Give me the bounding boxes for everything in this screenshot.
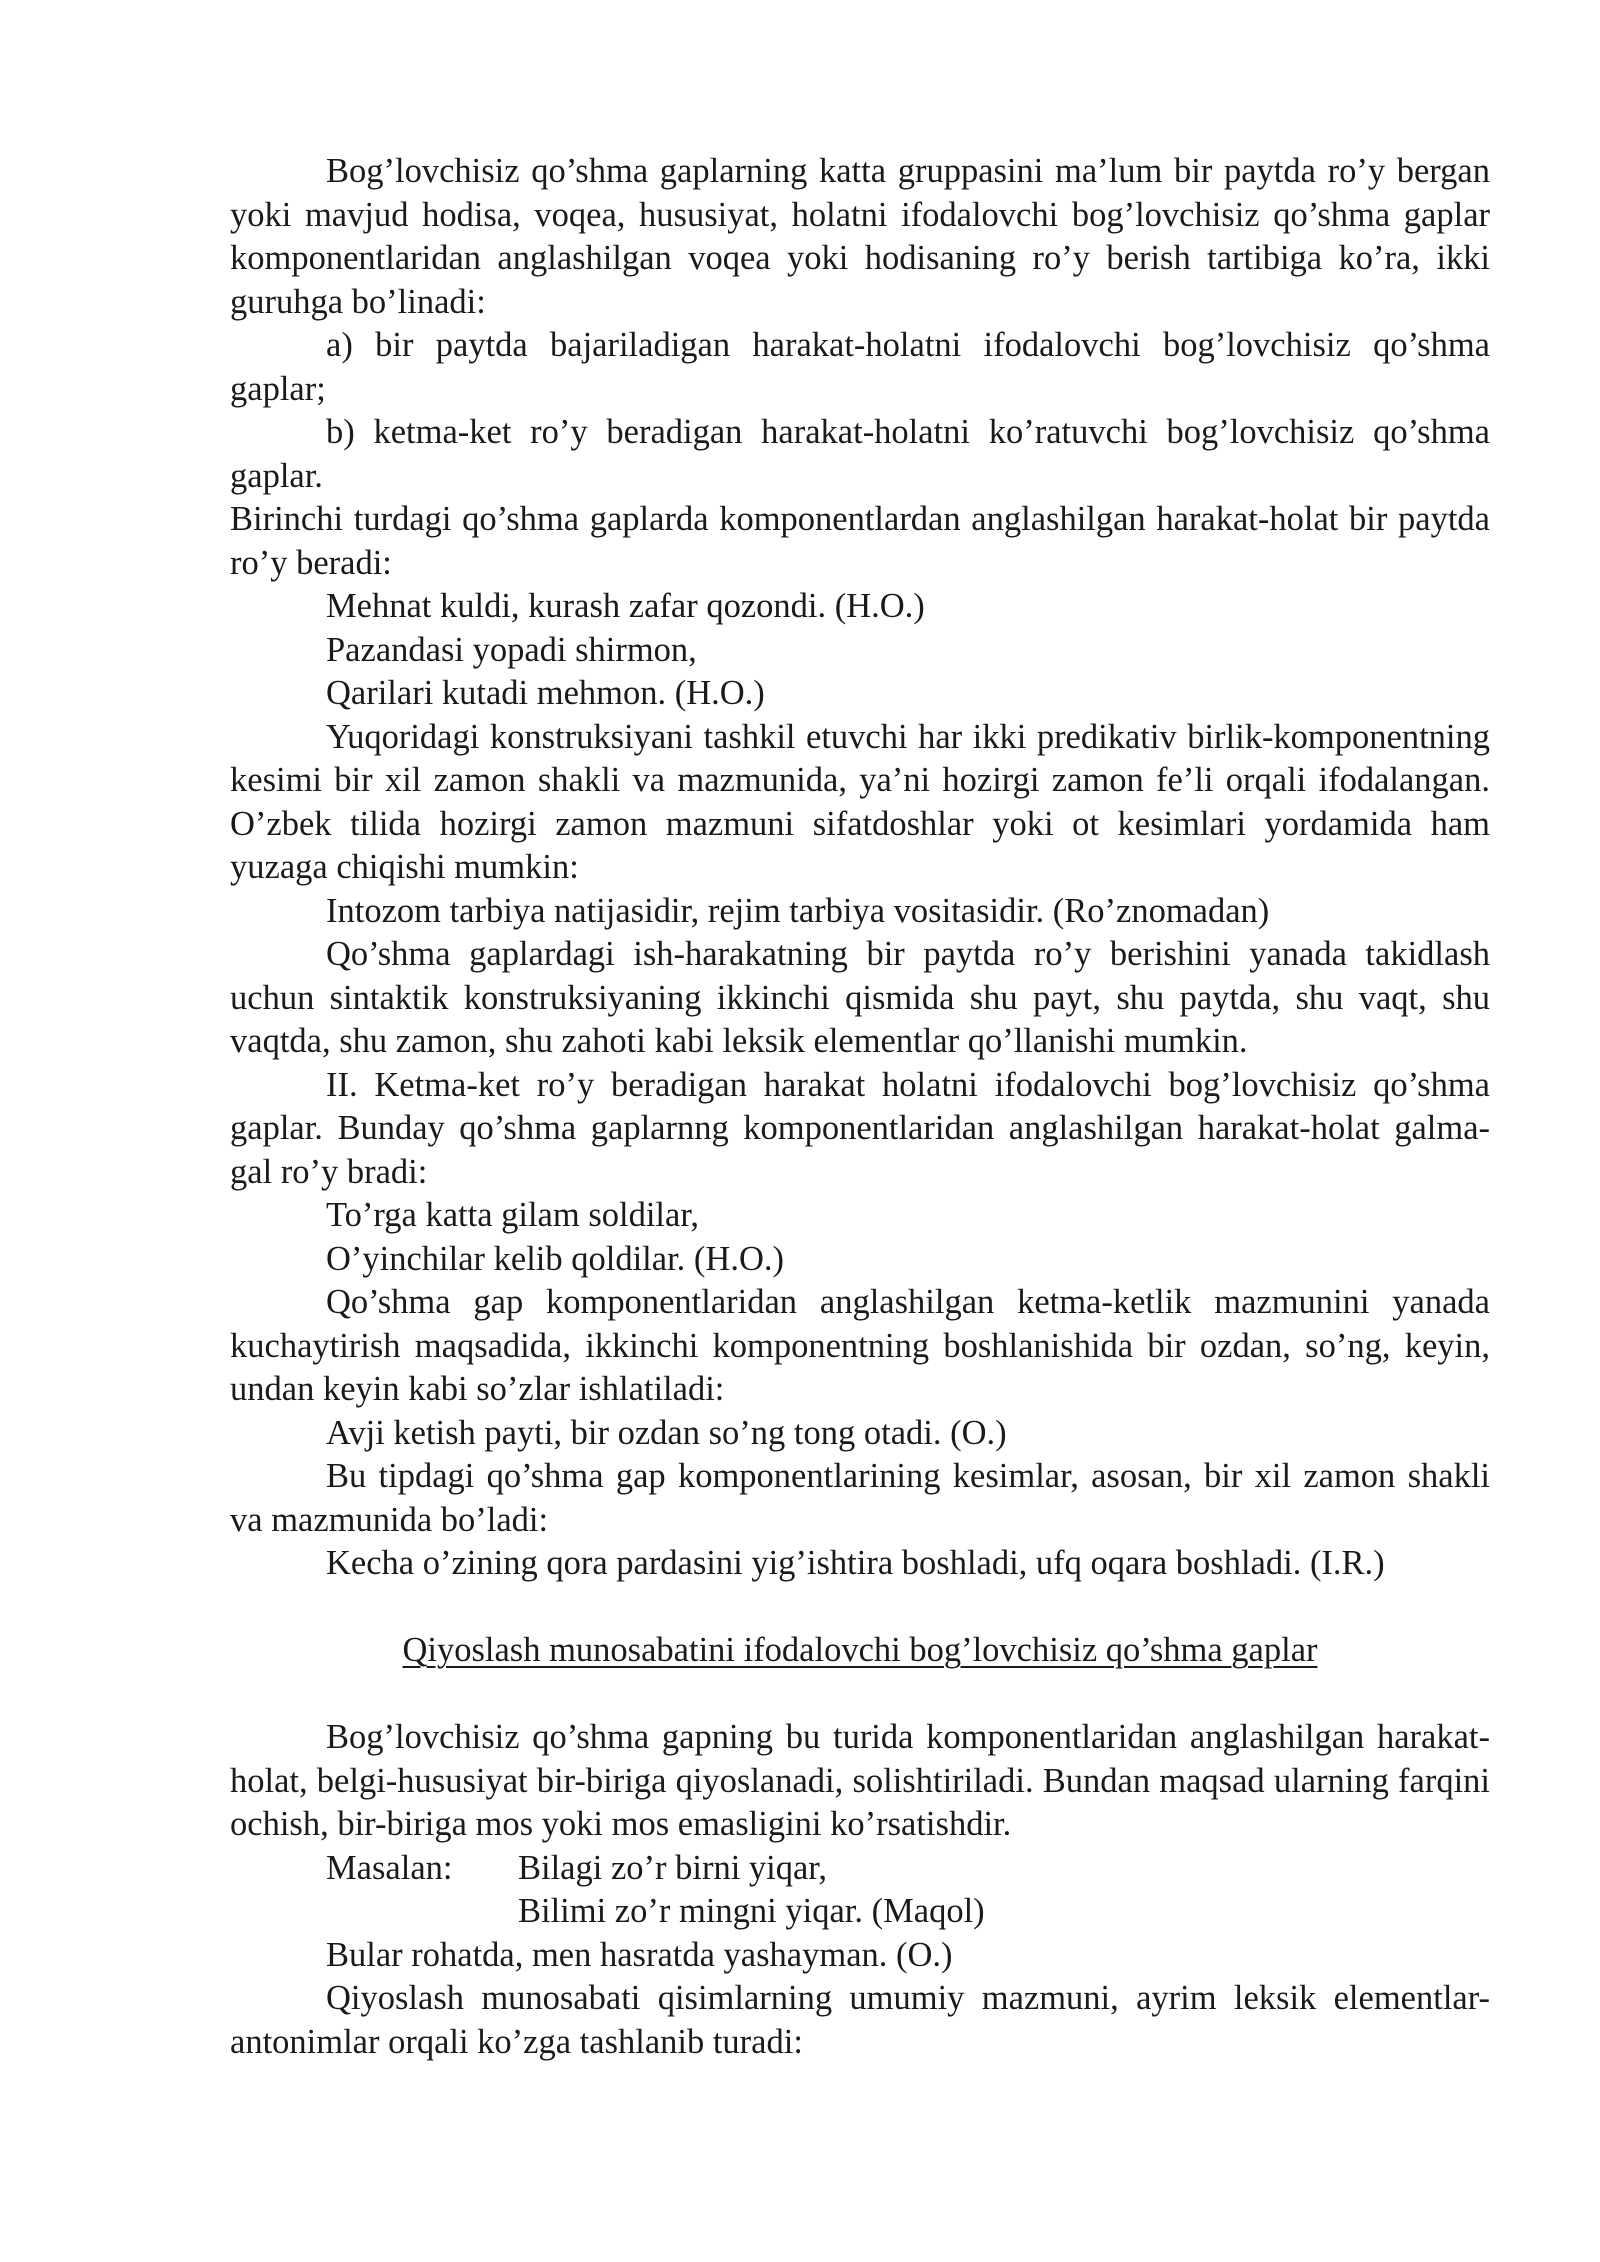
paragraph-first-type: Birinchi turdagi qo’shma gaplarda komponentlardan anglashilgan harakat-holat bir paytda ro’y beradi: bbox=[230, 500, 1490, 582]
paragraph-sequence-meaning: Qo’shma gap komponentlaridan anglashilgan ketma-ketlik mazmunini yanada kuchaytirish maqsadida, ikkinchi komponentning boshlanishida bir ozdan, so’ng, keyin, undan keyin kabi so’zlar ishlatiladi: bbox=[230, 1283, 1490, 1408]
section-heading: Qiyoslash munosabatini ifodalovchi bog’lovchisiz qo’shma gaplar bbox=[402, 1631, 1318, 1669]
paragraph-tense: Bu tipdagi qo’shma gap komponentlarining kesimlar, asosan, bir xil zamon shakli va mazmunida bo’ladi: bbox=[230, 1457, 1490, 1539]
paragraph-construction: Yuqoridagi konstruksiyani tashkil etuvchi har ikki predikativ birlik-komponentning kesimi bir xil zamon shakli va mazmunida, ya’ni hozirgi zamon fe’li orqali ifodalangan. O’zbek tilida hozirgi zamon mazmuni sifatdoshlar yoki ot kesimlari yordamida ham yuzaga chiqishi mumkin: bbox=[230, 717, 1490, 886]
example-7-line-2: Bilimi zo’r mingni yiqar. (Maqol) bbox=[518, 1892, 985, 1930]
example-label: Masalan: bbox=[326, 1848, 453, 1887]
paragraph-type-b: b) ketma-ket ro’y beradigan harakat-holatni ko’ratuvchi bog’lovchisiz qo’shma gaplar. bbox=[230, 413, 1490, 495]
paragraph-antonyms: Qiyoslash munosabati qisimlarning umumiy mazmuni, ayrim leksik elementlar-antonimlar orqali ko’zga tashlanib turadi: bbox=[230, 1979, 1490, 2061]
paragraph-sequential: II. Ketma-ket ro’y beradigan harakat holatni ifodalovchi bog’lovchisiz qo’shma gaplar. Bunday qo’shma gaplarnng komponentlaridan anglashilgan harakat-holat galma-gal ro’y bradi: bbox=[230, 1065, 1490, 1191]
example-6: Kecha o’zining qora pardasini yig’ishtira boshladi, ufq oqara boshladi. (I.R.) bbox=[326, 1544, 1385, 1582]
document-page bbox=[230, 150, 1490, 2064]
example-2-line-1: Pazandasi yopadi shirmon, bbox=[326, 630, 697, 669]
example-1: Mehnat kuldi, kurash zafar qozondi. (H.O.) bbox=[326, 587, 925, 625]
example-8: Bular rohatda, men hasratda yashayman. (O.) bbox=[326, 1935, 953, 1974]
example-7-line-1 bbox=[230, 1847, 1490, 1891]
example-2-line-2: Qarilari kutadi mehmon. (H.O.) bbox=[326, 674, 765, 712]
paragraph-emphasis: Qo’shma gaplardagi ish-harakatning bir paytda ro’y berishini yanada takidlash uchun sintaktik konstruksiyaning ikkinchi qismida shu payt, shu paytda, shu vaqt, shu vaqtda, shu zamon, shu zahoti kabi leksik elementlar qo’llanishi mumkin. bbox=[230, 935, 1490, 1060]
example-3: Intozom tarbiya natijasidir, rejim tarbiya vositasidir. (Ro’znomadan) bbox=[326, 891, 1270, 930]
example-5: Avji ketish payti, bir ozdan so’ng tong otadi. (O.) bbox=[326, 1413, 1007, 1452]
example-4-line-2: O’yinchilar kelib qoldilar. (H.O.) bbox=[326, 1239, 784, 1278]
example-7-text-1: Bilagi zo’r birni yiqar, bbox=[518, 1848, 828, 1887]
paragraph-type-a: a) bir paytda bajariladigan harakat-holatni ifodalovchi bog’lovchisiz qo’shma gaplar; bbox=[230, 326, 1490, 408]
paragraph-comparison: Bog’lovchisiz qo’shma gapning bu turida komponentlaridan anglashilgan harakat-holat, belgi-hususiyat bir-biriga qiyoslanadi, solishtiriladi. Bundan maqsad ularning farqini ochish, bir-biriga mos yoki mos emasligini ko’rsatishdir. bbox=[230, 1718, 1490, 1843]
example-4-line-1: To’rga katta gilam soldilar, bbox=[326, 1196, 700, 1234]
paragraph-intro: Bog’lovchisiz qo’shma gaplarning katta gruppasini ma’lum bir paytda ro’y bergan yoki mavjud hodisa, voqea, hususiyat, holatni ifodalovchi bog’lovchisiz qo’shma gaplar komponentlaridan anglashilgan voqea yoki hodisaning ro’y berish tartibiga ko’ra, ikki guruhga bo’linadi: bbox=[230, 152, 1490, 321]
